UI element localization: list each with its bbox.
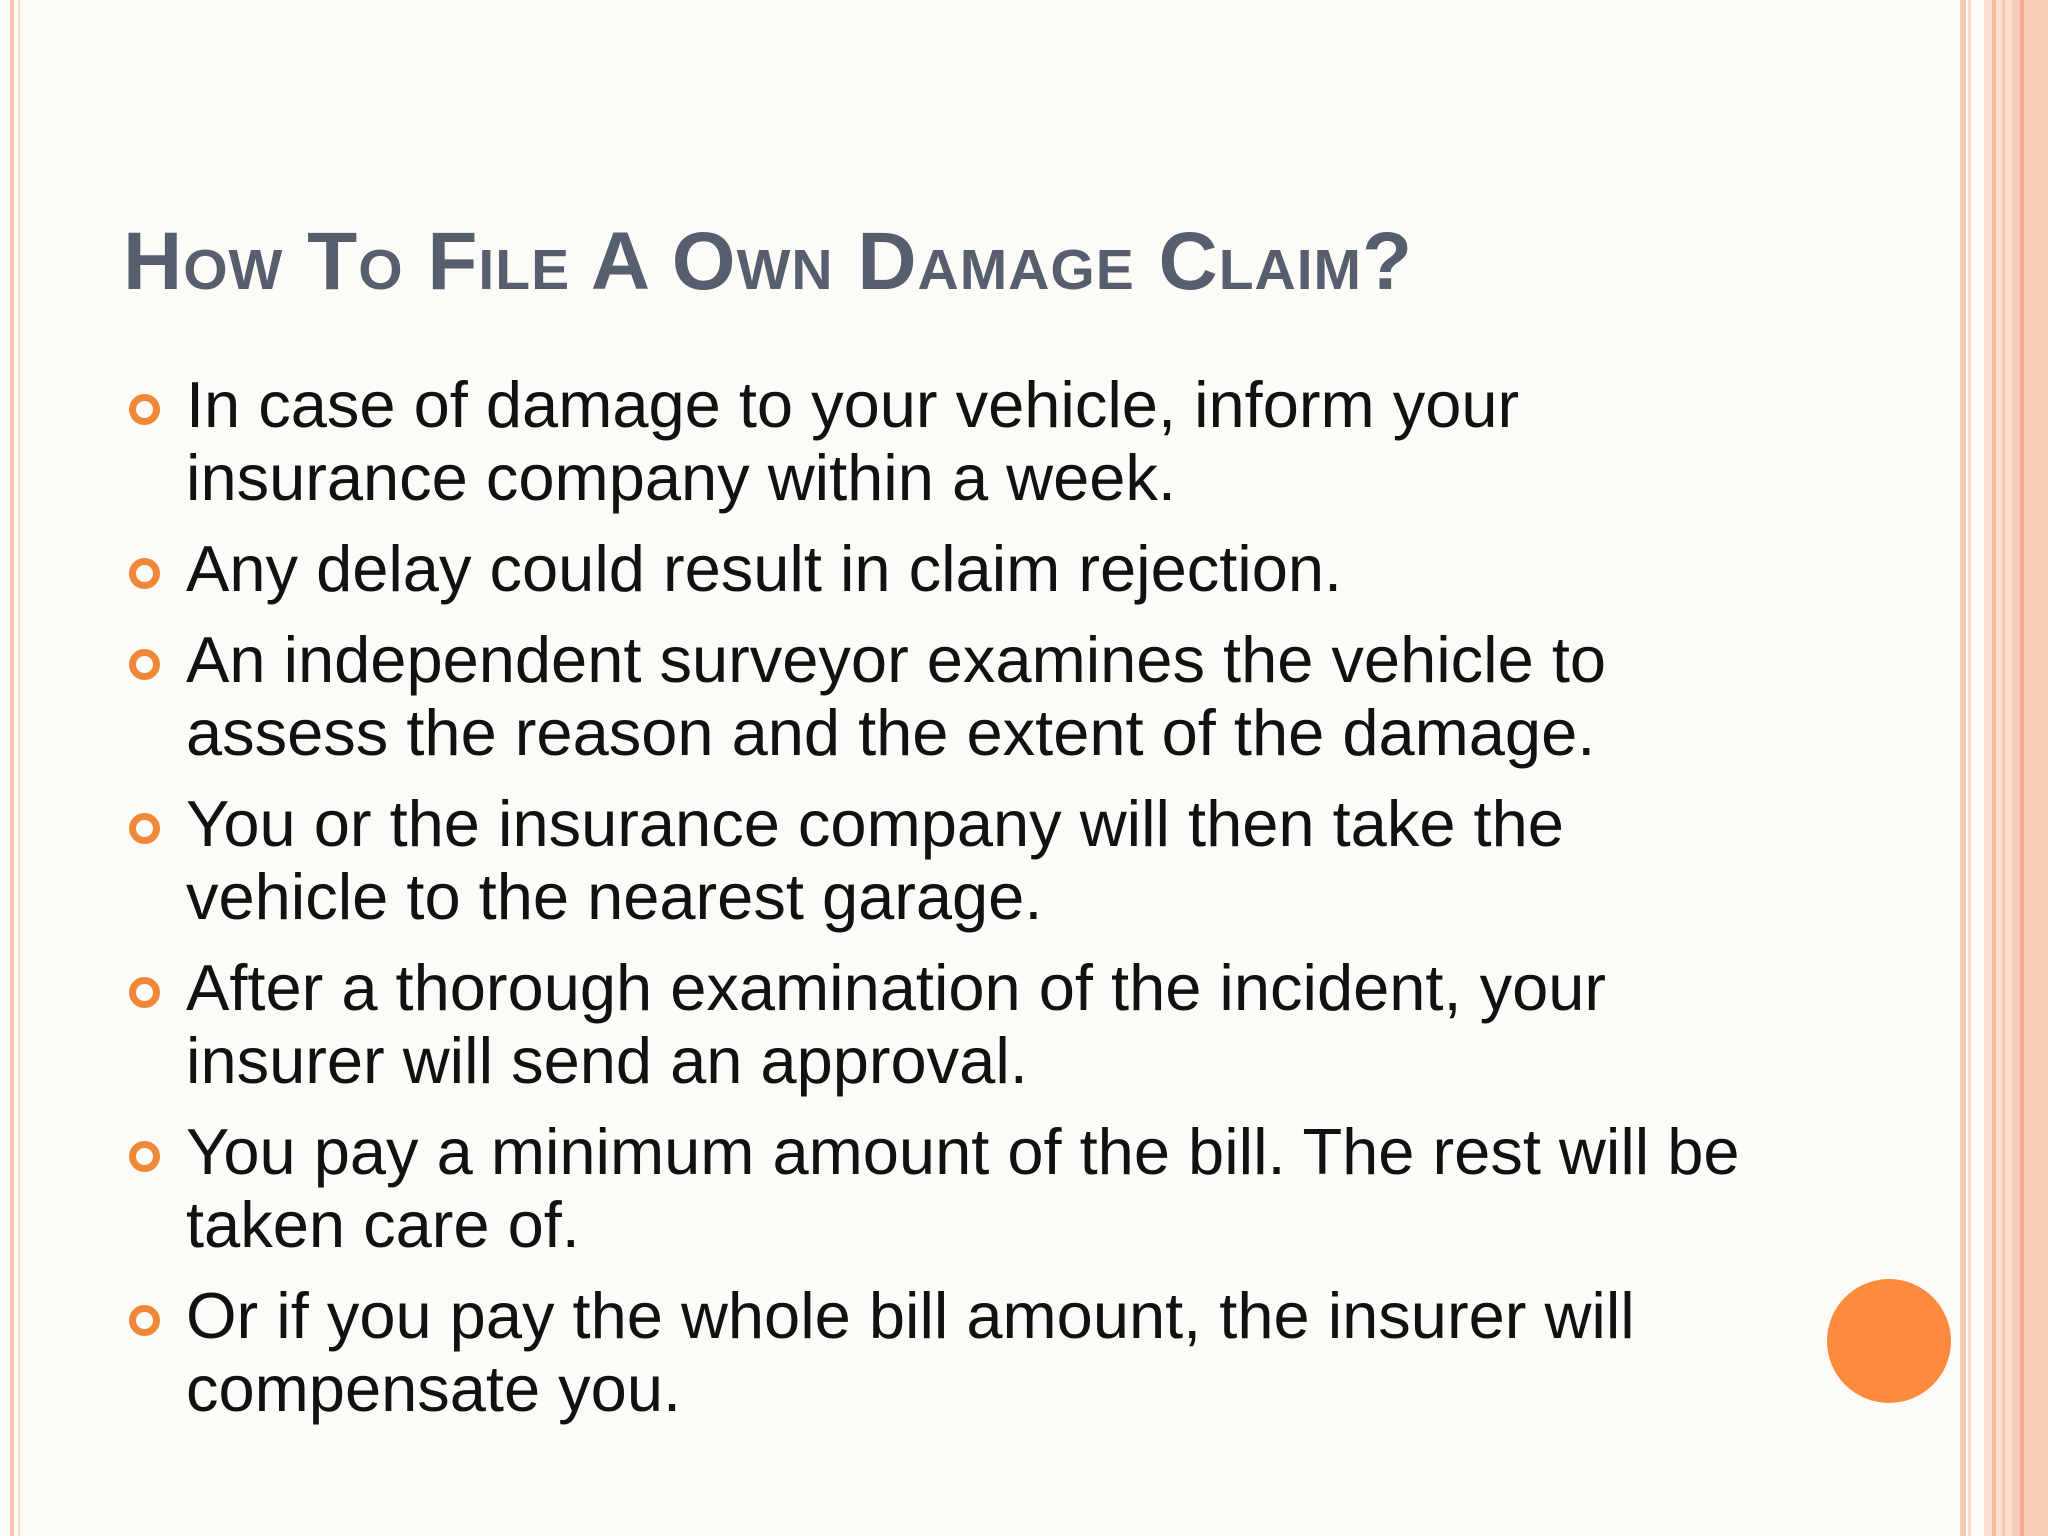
bullet-list (125, 368, 1765, 1443)
bullet-item (125, 1115, 1765, 1261)
left-border-line (10, 0, 14, 1536)
bullet-item (125, 623, 1765, 769)
ring-bullet-icon (129, 977, 160, 1008)
ring-bullet-icon (129, 649, 160, 680)
bullet-item (125, 1279, 1765, 1425)
bullet-text: Or if you pay the whole bill amount, the insurer will compensate you. (186, 1279, 1635, 1425)
right-border-stripe (2002, 0, 2005, 1536)
right-border-stripe (2020, 0, 2024, 1536)
bullet-text: After a thorough examination of the incident, your insurer will send an approval. (186, 951, 1607, 1097)
ring-bullet-icon (129, 1141, 160, 1172)
bullet-text: You pay a minimum amount of the bill. The rest will be taken care of. (186, 1115, 1740, 1261)
bullet-text: Any delay could result in claim rejection. (186, 532, 1343, 605)
right-border-band (2012, 0, 2048, 1536)
right-border-stripe (1992, 0, 1996, 1536)
orange-circle-icon (1827, 1279, 1951, 1403)
bullet-text: An independent surveyor examines the vehicle to assess the reason and the extent of the damage. (186, 623, 1607, 769)
bullet-text: In case of damage to your vehicle, inform your insurance company within a week. (186, 368, 1520, 514)
ring-bullet-icon (129, 1305, 160, 1336)
right-border-stripe (1960, 0, 1966, 1536)
ring-bullet-icon (129, 394, 160, 425)
bullet-item (125, 787, 1765, 933)
ring-bullet-icon (129, 558, 160, 589)
bullet-text: You or the insurance company will then take the vehicle to the nearest garage. (186, 787, 1564, 933)
right-border-stripe (1968, 0, 1971, 1536)
left-border-line-inner (18, 0, 20, 1536)
bullet-item (125, 532, 1765, 605)
bullet-item (125, 951, 1765, 1097)
slide-title: How To File A Own Damage Claim? (123, 216, 1414, 307)
ring-bullet-icon (129, 813, 160, 844)
bullet-item (125, 368, 1765, 514)
